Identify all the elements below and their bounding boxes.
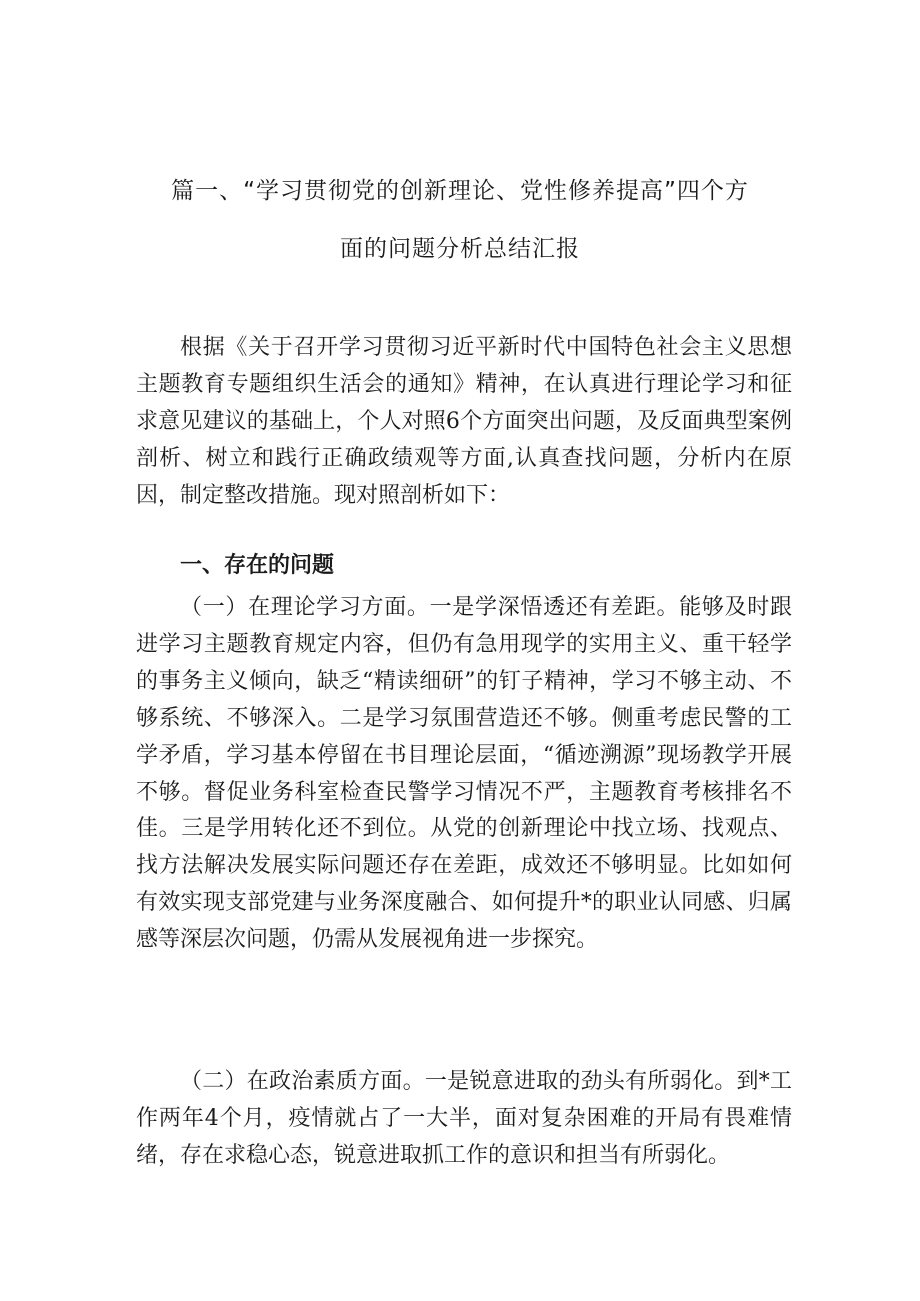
- paragraph-theory-study: （一）在理论学习方面。一是学深悟透还有差距。能够及时跟进学习主题教育规定内容，但仍有急用现学的实用主义、重干轻学的事务主义倾向，缺乏“精读细研”的钉子精神，学习不够主动、不够系统、不够深入。二是学习氛围营造还不够。侧重考虑民警的工学矛盾，学习基本停留在书目理论层面，“循迹溯源”现场教学开展不够。督促业务科室检查民警学习情况不严，主题教育考核排名不佳。三是学用转化还不到位。从党的创新理论中找立场、找观点、找方法解决发展实际问题还存在差距，成效还不够明显。比如如何有效实现支部党建与业务深度融合、如何提升*的职业认同感、归属感等深层次问题，仍需从发展视角进一步探究。: [136, 595, 792, 953]
- intro-paragraph: 根据《关于召开学习贯彻习近平新时代中国特色社会主义思想主题教育专题组织生活会的通知》精神，在认真进行理论学习和征求意见建议的基础上，个人对照6个方面突出问题，及反面典型案例剖析、树立和践行正确政绩观等方面,认真查找问题，分析内在原因，制定整改措施。现对照剖析如下：: [136, 335, 792, 508]
- document-title-line-2: 面的问题分析总结汇报: [340, 236, 580, 262]
- paragraph-political-quality: （二）在政治素质方面。一是锐意进取的劲头有所弱化。到*工作两年4个月，疫情就占了一大半，面对复杂困难的开局有畏难情绪，存在求稳心态，锐意进取抓工作的意识和担当有所弱化。: [136, 1069, 792, 1168]
- section-heading-problems: 一、存在的问题: [180, 553, 335, 578]
- document-title-line-1: 篇一、“学习贯彻党的创新理论、党性修养提高”四个方: [171, 178, 749, 204]
